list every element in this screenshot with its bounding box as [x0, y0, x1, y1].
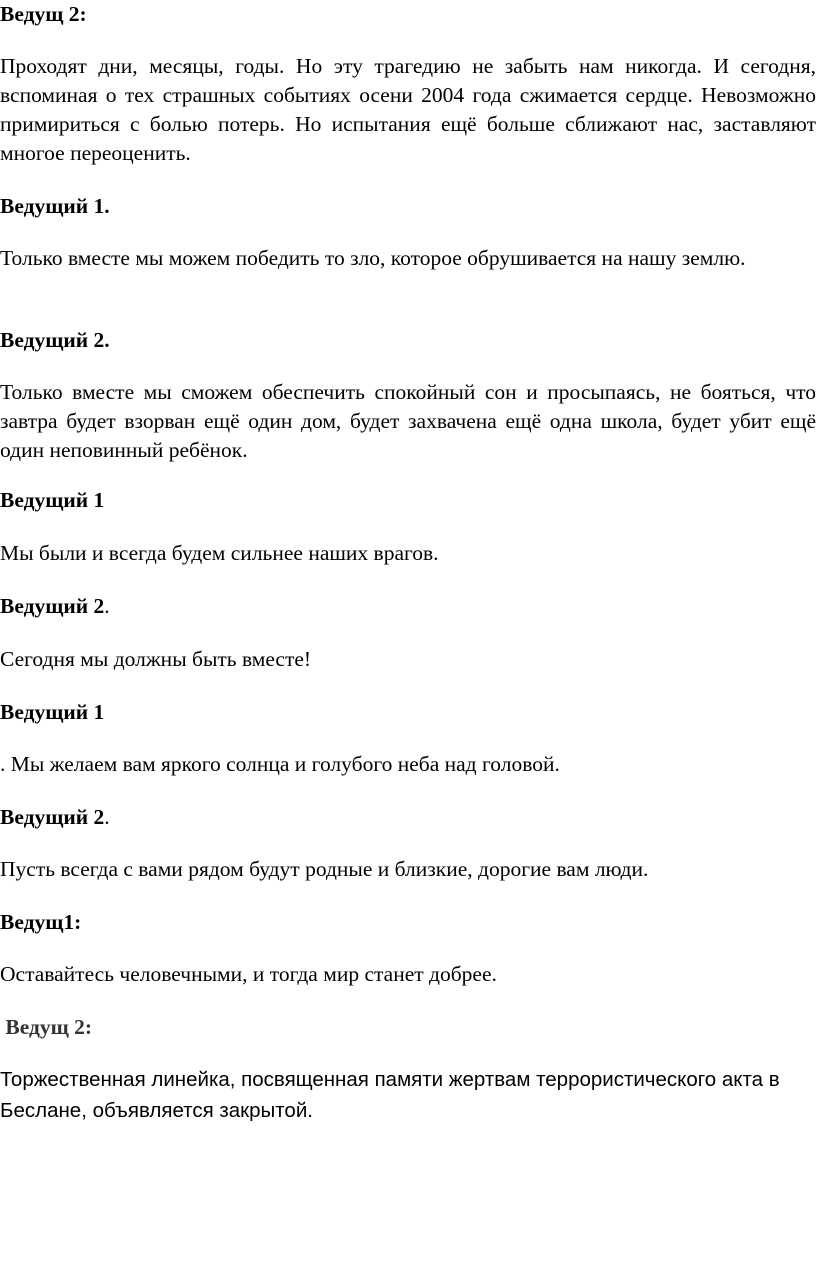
- speaker-heading: [0, 698, 816, 727]
- speech-paragraph: Мы были и всегда будем сильнее наших врагов.: [0, 541, 439, 565]
- speaker-heading: [0, 192, 816, 221]
- speaker-name: Ведущий 2: [0, 805, 105, 829]
- speaker-heading: [0, 1013, 816, 1042]
- speaker-heading: [0, 486, 816, 515]
- speaker-name: Ведущий 2.: [0, 328, 110, 352]
- speaker-name: Ведущ 2:: [0, 2, 87, 26]
- speaker-name: Ведущ 2:: [0, 1015, 93, 1039]
- speech-paragraph: Пусть всегда с вами рядом будут родные и близкие, дорогие вам люди.: [0, 857, 649, 881]
- speech-paragraph: Проходят дни, месяцы, годы. Но эту трагедию не забыть нам никогда. И сегодня, вспоминая о тех страшных событиях осени 2004 года сжимается сердце. Невозможно примириться с болью потерь. Но испытания ещё больше сближают нас, заставляют многое переоценить.: [0, 54, 816, 165]
- speaker-name: Ведущий 2: [0, 594, 105, 618]
- speech-paragraph: . Мы желаем вам яркого солнца и голубого неба над головой.: [0, 752, 560, 776]
- speaker-heading: [0, 908, 816, 937]
- speech-paragraph: Оставайтесь человечными, и тогда мир станет добрее.: [0, 962, 497, 986]
- speaker-heading: [0, 803, 816, 832]
- speaker-name: Ведущ1:: [0, 910, 82, 934]
- speech-paragraph: Только вместе мы сможем обеспечить спокойный сон и просыпаясь, не бояться, что завтра будет взорван ещё один дом, будет захвачена ещё одна школа, будет убит ещё один неповинный ребёнок.: [0, 380, 816, 462]
- speech-paragraph: Только вместе мы можем победить то зло, которое обрушивается на нашу землю.: [0, 246, 746, 270]
- speaker-heading: [0, 0, 816, 29]
- speaker-heading: [0, 326, 816, 355]
- speaker-heading: [0, 592, 816, 621]
- speech-paragraph: Сегодня мы должны быть вместе!: [0, 647, 312, 671]
- speaker-name: Ведущий 1: [0, 700, 105, 724]
- closing-paragraph: Торжественная линейка, посвященная памяти жертвам террористического акта в Беслане, объявляется закрытой.: [0, 1068, 780, 1122]
- speaker-suffix: .: [104, 594, 110, 618]
- speaker-suffix: .: [104, 805, 110, 829]
- speaker-name: Ведущий 1: [0, 488, 105, 512]
- speaker-name: Ведущий 1.: [0, 194, 110, 218]
